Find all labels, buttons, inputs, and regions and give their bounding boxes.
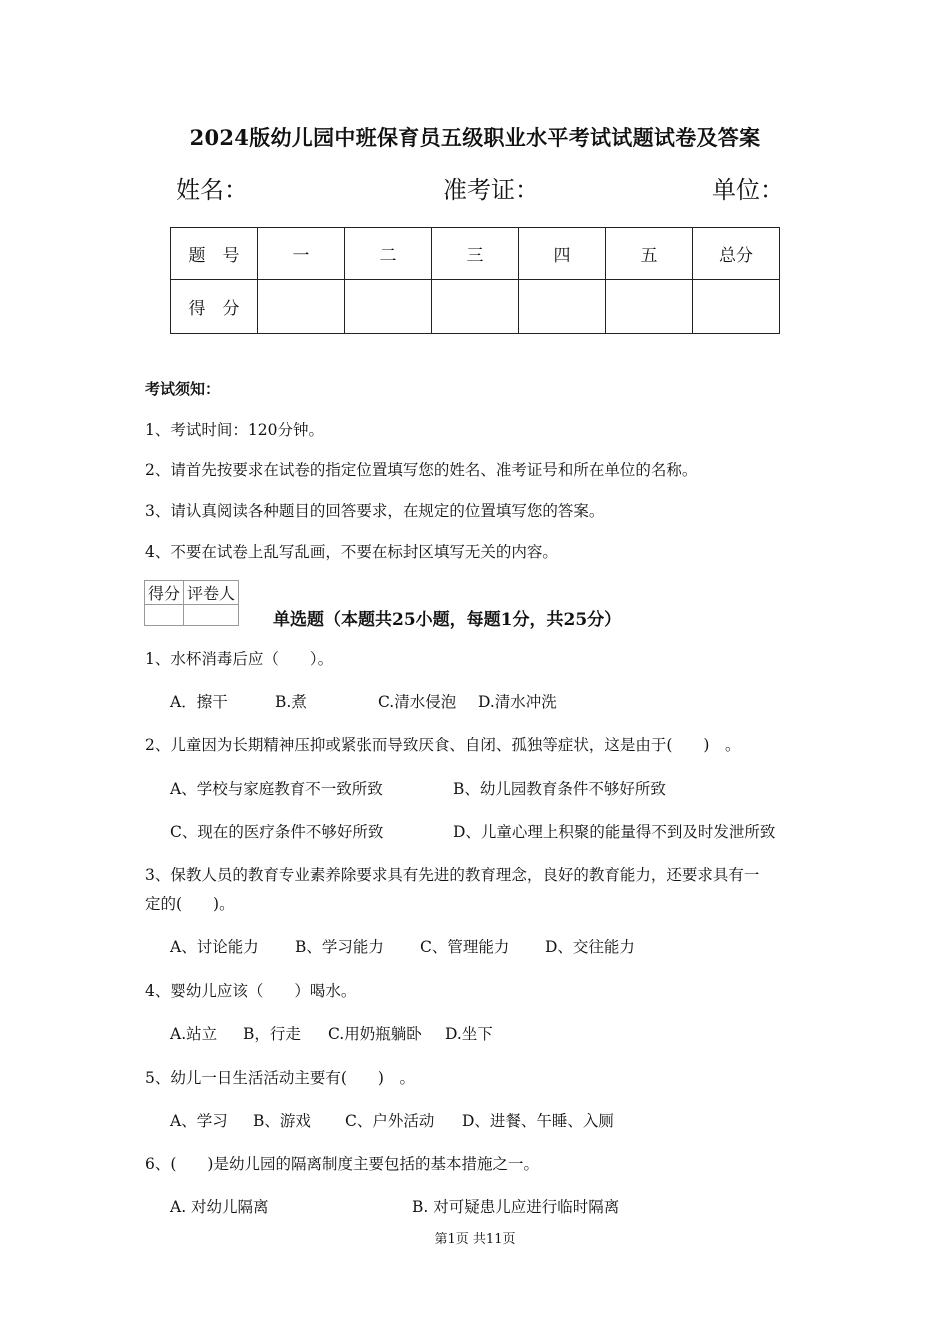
grader-table-grader-label: 评卷人 <box>184 581 239 605</box>
notice-title: 考试须知： <box>145 380 221 398</box>
score-table-cell: 四 <box>519 228 606 280</box>
question-stem: 1、水杯消毒后应（ ）。 <box>145 650 334 668</box>
score-input-cell[interactable] <box>432 280 519 334</box>
score-table-cell: 总分 <box>693 228 780 280</box>
question-option: D、儿童心理上积聚的能量得不到及时发泄所致 <box>453 823 776 841</box>
score-table <box>170 227 780 334</box>
question-stem: 6、( )是幼儿园的隔离制度主要包括的基本措施之一。 <box>145 1155 539 1173</box>
score-input-cell[interactable] <box>258 280 345 334</box>
question-option: B，行走 <box>243 1025 301 1043</box>
question-option: D、交往能力 <box>545 938 635 956</box>
question-option: C.清水侵泡 <box>378 693 457 711</box>
notice-item: 4、不要在试卷上乱写乱画，不要在标封区填写无关的内容。 <box>145 543 558 561</box>
question-option: C、户外活动 <box>345 1112 435 1130</box>
grader-table-grader-cell[interactable] <box>184 605 239 626</box>
question-option: C、管理能力 <box>420 938 510 956</box>
score-input-cell[interactable] <box>345 280 432 334</box>
score-table-score-row <box>171 280 780 334</box>
question-option: B、学习能力 <box>295 938 384 956</box>
page-footer: 第1页 共11页 <box>434 1232 516 1247</box>
score-table-cell: 一 <box>258 228 345 280</box>
question-option: C、现在的医疗条件不够好所致 <box>170 823 384 841</box>
question-option: A. 对幼儿隔离 <box>170 1198 269 1216</box>
question-stem: 4、婴幼儿应该（ ）喝水。 <box>145 982 357 1000</box>
question-option: A、学习 <box>170 1112 228 1130</box>
question-option: B、游戏 <box>253 1112 311 1130</box>
question-option: A、学校与家庭教育不一致所致 <box>170 780 383 798</box>
score-table-cell: 五 <box>606 228 693 280</box>
score-table-cell: 三 <box>432 228 519 280</box>
score-input-cell[interactable] <box>519 280 606 334</box>
score-table-cell: 得 分 <box>171 280 258 334</box>
notice-item: 2、请首先按要求在试卷的指定位置填写您的姓名、准考证号和所在单位的名称。 <box>145 461 698 479</box>
question-stem: 2、儿童因为长期精神压抑或紧张而导致厌食、自闭、孤独等症状，这是由于( ) 。 <box>145 736 741 754</box>
question-option: B. 对可疑患儿应进行临时隔离 <box>412 1198 620 1216</box>
score-table-cell: 题 号 <box>171 228 258 280</box>
question-stem: 5、幼儿一日生活活动主要有( ) 。 <box>145 1069 415 1087</box>
exam-id-label: 准考证： <box>443 176 539 204</box>
question-option: D、进餐、午睡、入厕 <box>462 1112 614 1130</box>
question-stem: 3、保教人员的教育专业素养除要求具有先进的教育理念，良好的教育能力，还要求具有一 <box>145 866 760 884</box>
question-option: A、讨论能力 <box>170 938 259 956</box>
score-table-header-row <box>171 228 780 280</box>
question-option: D.坐下 <box>445 1025 493 1043</box>
question-stem-continued: 定的( )。 <box>145 895 235 913</box>
question-option: B.煮 <box>275 693 307 711</box>
question-option: A．擦干 <box>170 693 228 711</box>
grader-table <box>144 580 239 626</box>
question-option: B、幼儿园教育条件不够好所致 <box>453 780 666 798</box>
notice-item: 3、请认真阅读各种题目的回答要求，在规定的位置填写您的答案。 <box>145 502 605 520</box>
question-option: C.用奶瓶躺卧 <box>328 1025 422 1043</box>
question-option: A.站立 <box>170 1025 218 1043</box>
score-table-cell: 二 <box>345 228 432 280</box>
section-title: 单选题（本题共25小题，每题1分，共25分） <box>273 610 622 630</box>
grader-table-score-label: 得分 <box>145 581 184 605</box>
unit-label: 单位： <box>712 176 784 204</box>
document-title: 2024版幼儿园中班保育员五级职业水平考试试题试卷及答案 <box>189 125 761 150</box>
question-option: D.清水冲洗 <box>478 693 557 711</box>
score-input-cell[interactable] <box>693 280 780 334</box>
name-label: 姓名： <box>176 176 248 204</box>
grader-table-score-cell[interactable] <box>145 605 184 626</box>
notice-item: 1、考试时间：120分钟。 <box>145 421 324 439</box>
score-input-cell[interactable] <box>606 280 693 334</box>
